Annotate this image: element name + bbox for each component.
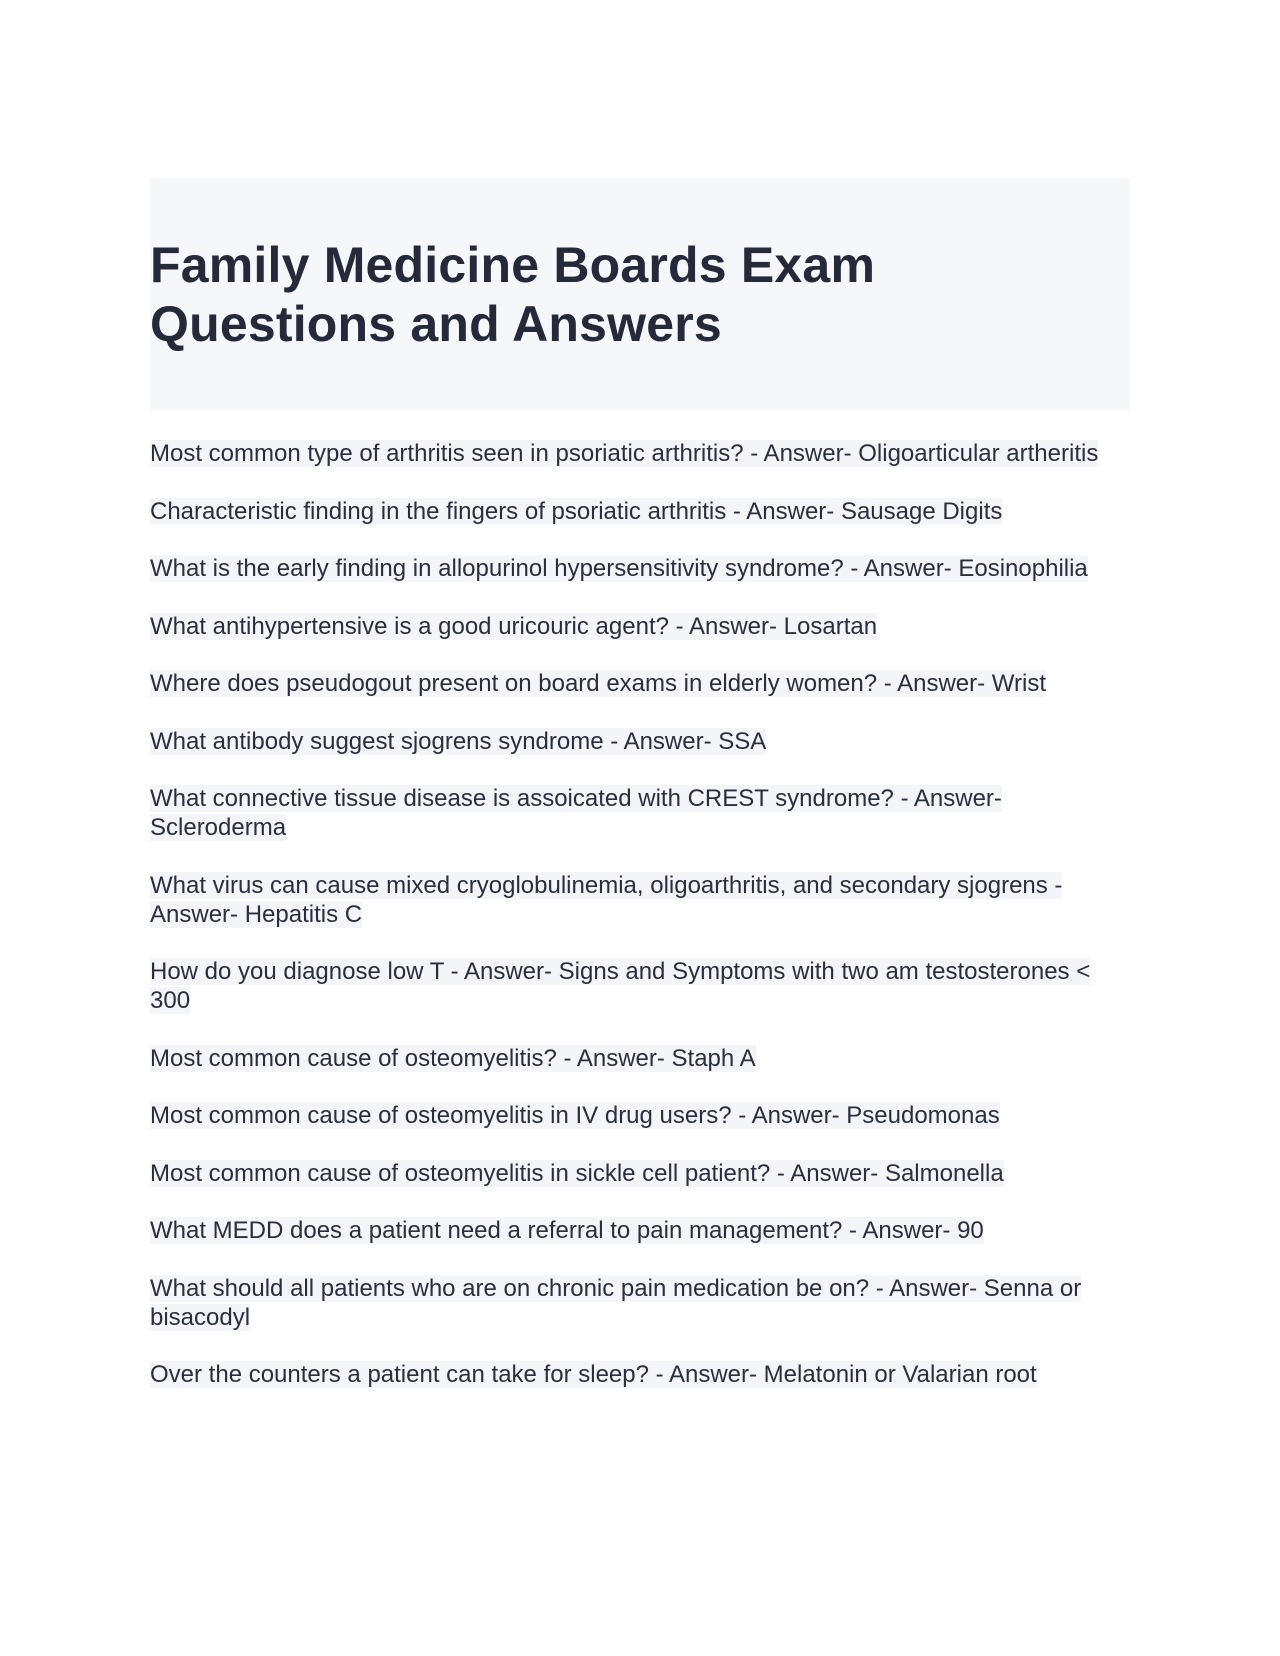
qa-item: How do you diagnose low T - Answer- Signs and Symptoms with two am testosterones < 300	[150, 958, 1091, 1014]
qa-item: What MEDD does a patient need a referral to pain management? - Answer- 90	[150, 1217, 984, 1244]
qa-item: What connective tissue disease is assoicated with CREST syndrome? - Answer- Scleroderma	[150, 785, 1002, 841]
qa-item: What antihypertensive is a good uricouric agent? - Answer- Losartan	[150, 612, 878, 640]
qa-item: Where does pseudogout present on board exams in elderly women? - Answer- Wrist	[150, 670, 1047, 697]
qa-item: Characteristic finding in the fingers of psoriatic arthritis - Answer- Sausage Digits	[150, 497, 1003, 525]
qa-item: Most common cause of osteomyelitis in sickle cell patient? - Answer- Salmonella	[150, 1159, 1004, 1187]
page-title: Family Medicine Boards Exam Questions and Answers	[150, 237, 876, 352]
qa-item: Most common type of arthritis seen in psoriatic arthritis? - Answer- Oligoarticular artheritis	[150, 440, 1099, 467]
qa-item: Most common cause of osteomyelitis in IV drug users? - Answer- Pseudomonas	[150, 1102, 1000, 1129]
qa-item: What is the early finding in allopurinol hypersensitivity syndrome? - Answer- Eosinophilia	[150, 555, 1088, 582]
title-banner	[150, 178, 1130, 410]
qa-list	[150, 439, 1130, 1389]
qa-item: What should all patients who are on chronic pain medication be on? - Answer- Senna or bisacodyl	[150, 1274, 1082, 1331]
qa-item: What antibody suggest sjogrens syndrome - Answer- SSA	[150, 727, 767, 755]
qa-item: Most common cause of osteomyelitis? - Answer- Staph A	[150, 1044, 756, 1072]
qa-item: What virus can cause mixed cryoglobulinemia, oligoarthritis, and secondary sjogrens - Answer- Hepatitis C	[150, 871, 1063, 928]
document-page	[150, 178, 1130, 1418]
qa-item: Over the counters a patient can take for sleep? - Answer- Melatonin or Valarian root	[150, 1361, 1037, 1388]
